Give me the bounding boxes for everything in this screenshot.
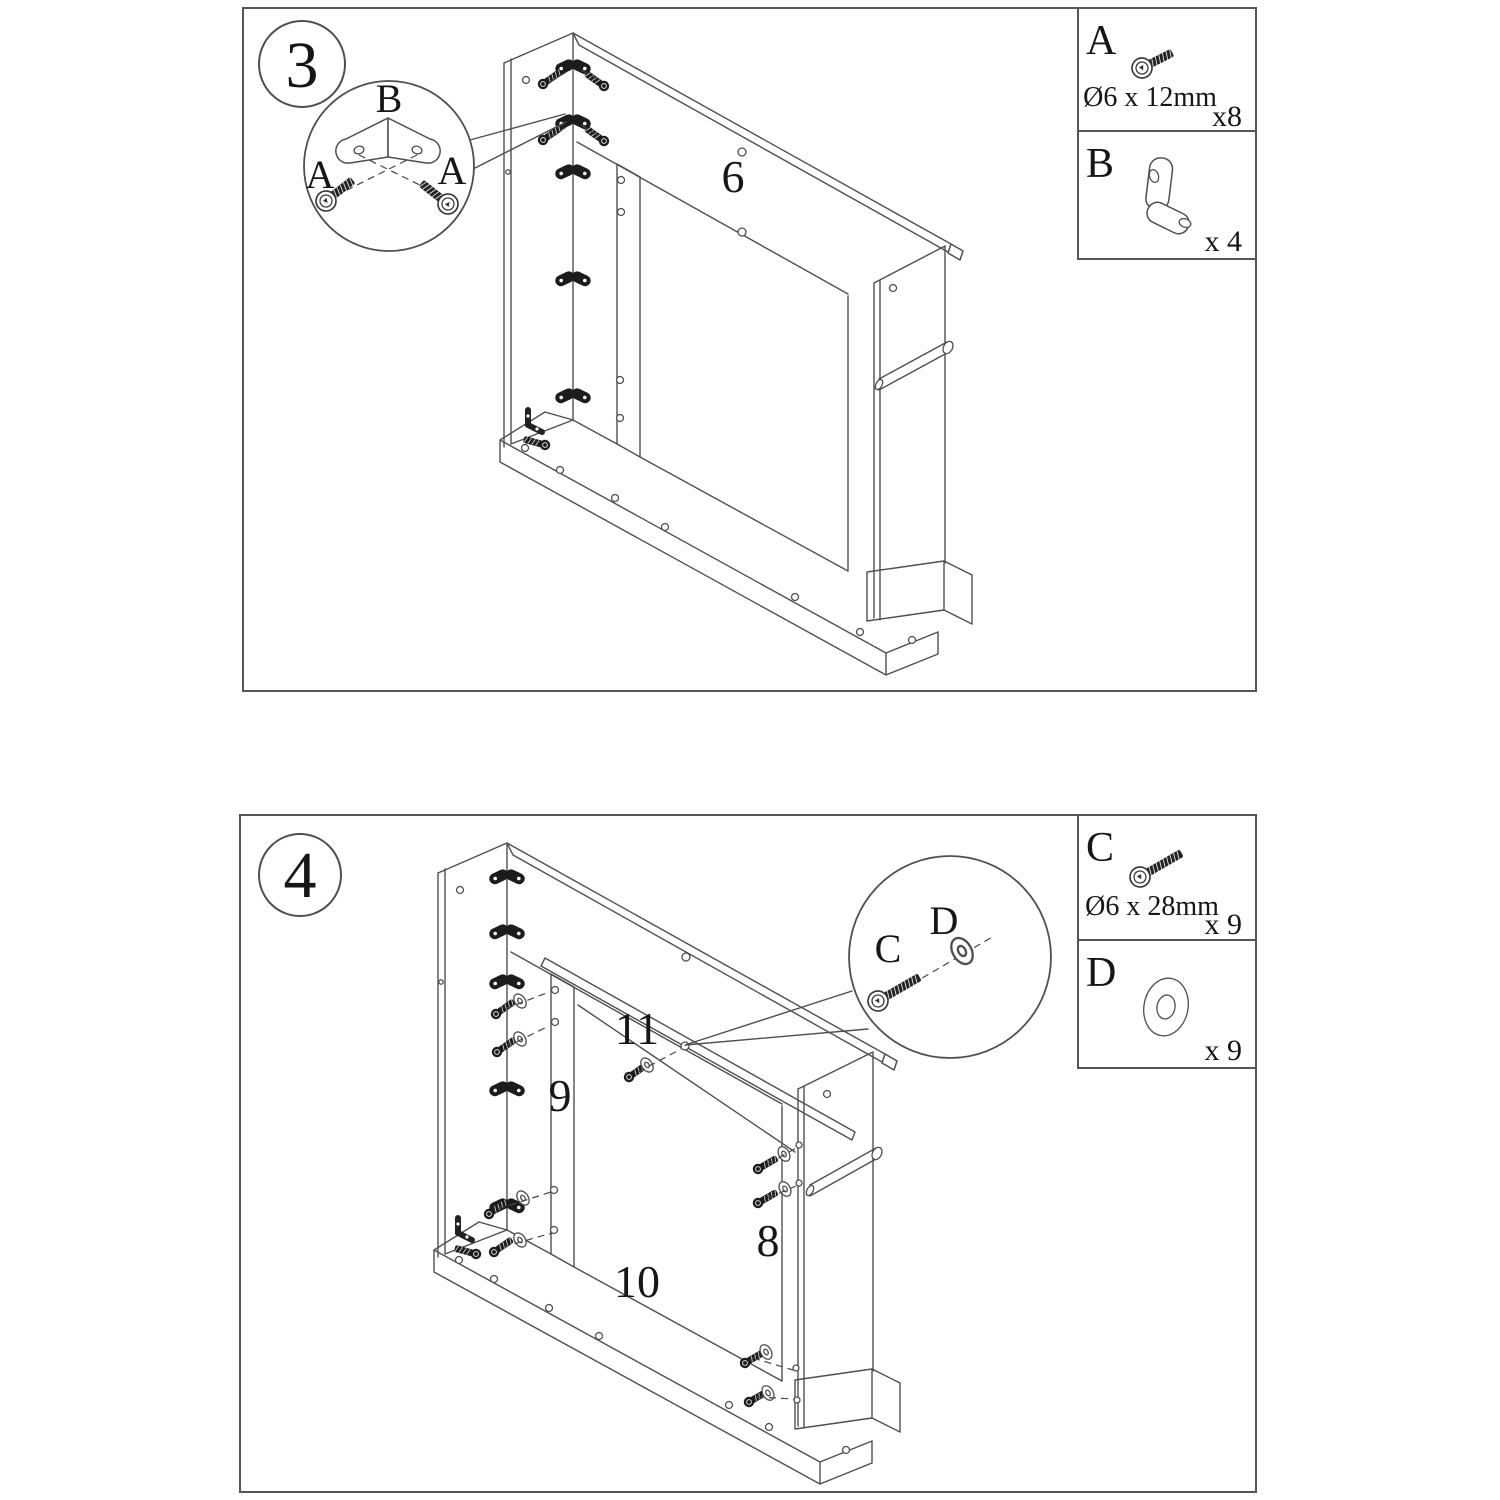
detail-washer-label: D [929,898,959,943]
detail-screw-label-left: A [305,152,335,197]
step3-drawing [500,33,972,675]
step4-number: 4 [283,839,317,912]
hardware-box-b [1078,131,1256,259]
washer-d-icon [1139,974,1193,1039]
hardware-b-label: B [1086,141,1115,187]
hardware-a-label: A [1086,18,1117,64]
hardware-a-spec: Ø6 x 12mm [1083,82,1217,113]
step3-number: 3 [285,29,319,102]
detail-screw-label: C [874,926,902,971]
step3-panel [243,8,1256,691]
detail-leader-lines [685,991,868,1045]
step4-detail-circle [685,856,1051,1058]
hardware-b-qty: x 4 [1204,225,1242,258]
hardware-c-qty: x 9 [1204,908,1242,941]
hardware-c-spec: Ø6 x 28mm [1085,891,1219,922]
l-bracket-icon [526,410,542,432]
rod-end-cap [941,340,955,356]
step4-badge [259,834,341,916]
step4-panel [240,815,1256,1492]
step3-badge [259,21,345,107]
hardware-d-label: D [1086,950,1117,996]
part-label-8: 8 [756,1215,780,1266]
l-bracket-b-icon [1144,157,1193,238]
hardware-box-a [1078,8,1256,133]
screw-washer-sets [482,992,794,1409]
detail-leader-lines [470,114,566,170]
hardware-c-label: C [1086,825,1115,871]
screw-c-icon [1126,844,1186,890]
screw-a-icon [1129,44,1177,82]
hardware-a-qty: x8 [1212,100,1242,133]
detail-bracket-label: B [375,76,403,121]
step3-detail-circle [304,76,566,251]
hardware-box-d [1078,940,1256,1068]
step4-drawing [434,843,900,1484]
part-label-9: 9 [548,1070,572,1121]
part-label-10: 10 [614,1256,660,1307]
part-label-6: 6 [721,151,745,202]
pilot-holes [506,77,916,644]
detail-screw-label-right: A [437,148,467,193]
l-bracket-icon [456,1218,472,1240]
hardware-box-c [1078,815,1256,941]
hardware-d-qty: x 9 [1204,1034,1242,1067]
part-label-11: 11 [614,1003,660,1054]
